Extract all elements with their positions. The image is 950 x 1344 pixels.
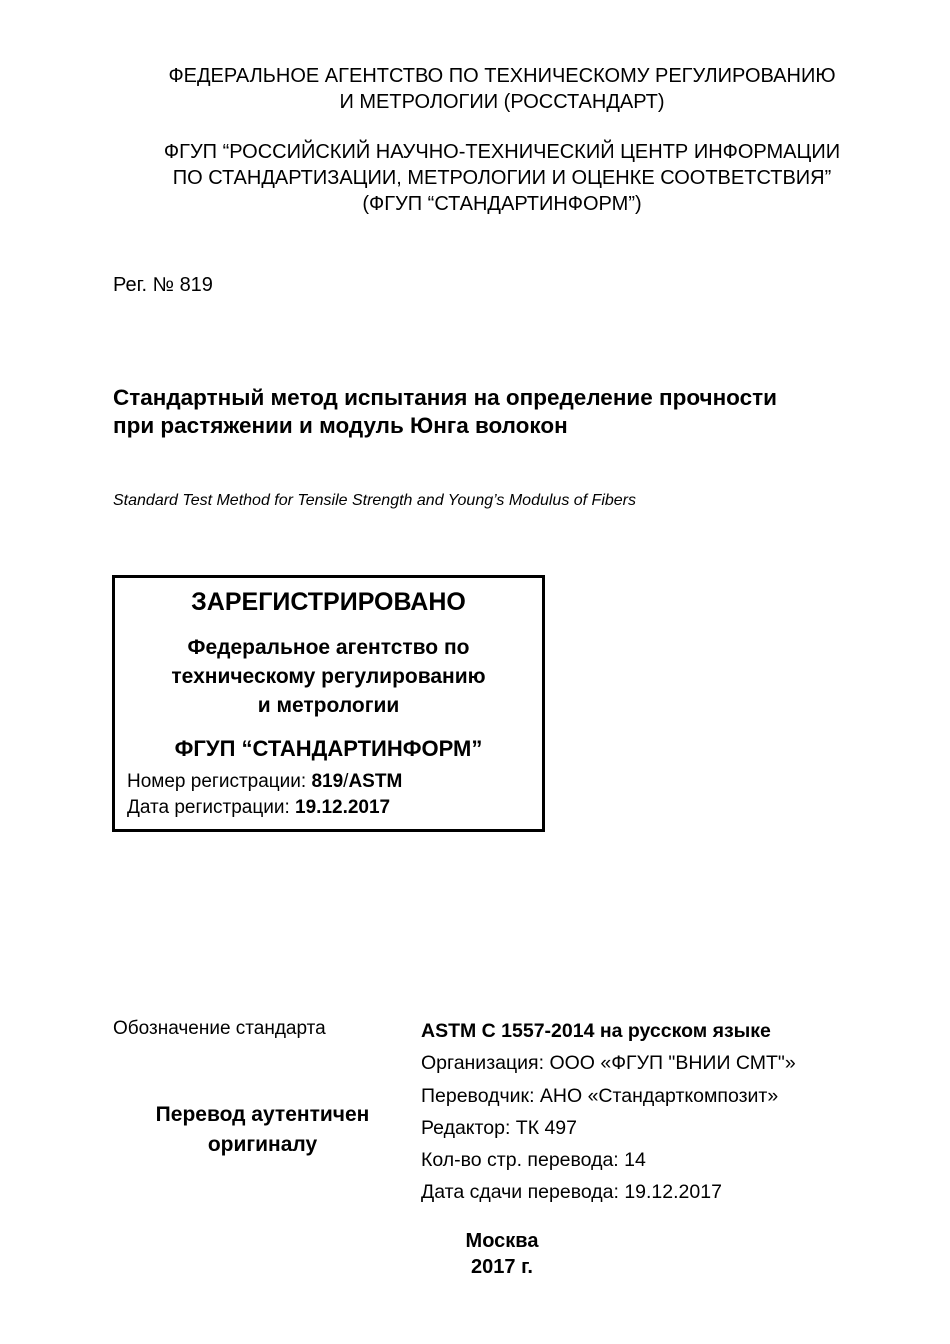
page-count: Кол-во стр. перевода: 14 [421,1149,646,1171]
authentic-line-1: Перевод аутентичен [155,1103,370,1126]
stamp-reg-number [127,771,402,793]
editor: Редактор: ТК 497 [421,1117,577,1139]
translator: Переводчик: АНО «Стандарткомпозит» [421,1085,779,1107]
submission-date: Дата сдачи перевода: 19.12.2017 [421,1181,722,1203]
center-line-3: (ФГУП “СТАНДАРТИНФОРМ”) [362,193,642,215]
designation-label: Обозначение стандарта [113,1018,326,1039]
stamp-reg-sep: / [343,771,349,792]
standard-designation: ASTM C 1557-2014 на русском языке [421,1020,771,1042]
agency-line-1: ФЕДЕРАЛЬНОЕ АГЕНТСТВО ПО ТЕХНИЧЕСКОМУ РЕГУЛИРОВАНИЮ [168,65,836,87]
stamp-reg-num: 819 [311,771,344,792]
organization: Организация: ООО «ФГУП "ВНИИ СМТ"» [421,1052,796,1074]
stamp-agency-line-3: и метрологии [257,694,400,717]
stamp-date-label: Дата регистрации: [127,797,296,818]
year: 2017 г. [471,1256,533,1278]
authentic-note [120,1100,405,1160]
stamp-heading: ЗАРЕГИСТРИРОВАНО [191,588,466,616]
title-line-2: при растяжении и модуль Юнга волокон [113,413,568,438]
document-subtitle: Standard Test Method for Tensile Strength and Young’s Modulus of Fibers [113,492,636,509]
title-line-1: Стандартный метод испытания на определение прочности [113,385,777,410]
registration-number: Рег. № 819 [113,274,213,296]
stamp-org: ФГУП “СТАНДАРТИНФОРМ” [174,736,483,761]
stamp-agency-line-1: Федеральное агентство по [187,636,470,659]
center-line-2: ПО СТАНДАРТИЗАЦИИ, МЕТРОЛОГИИ И ОЦЕНКЕ СООТВЕТСТВИЯ” [172,167,832,189]
registration-stamp [112,575,545,832]
document-title [113,384,913,440]
agency-line-2: И МЕТРОЛОГИИ (РОССТАНДАРТ) [339,91,665,113]
center-line-1: ФГУП “РОССИЙСКИЙ НАУЧНО-ТЕХНИЧЕСКИЙ ЦЕНТР ИНФОРМАЦИИ [163,141,841,163]
stamp-reg-label: Номер регистрации: [127,771,312,792]
stamp-agency-line-2: техническому регулированию [171,665,486,688]
stamp-reg-date [127,797,390,819]
stamp-reg-suffix: ASTM [348,771,403,792]
city: Москва [465,1230,539,1252]
stamp-date-value: 19.12.2017 [295,797,391,818]
authentic-line-2: оригиналу [207,1133,318,1156]
